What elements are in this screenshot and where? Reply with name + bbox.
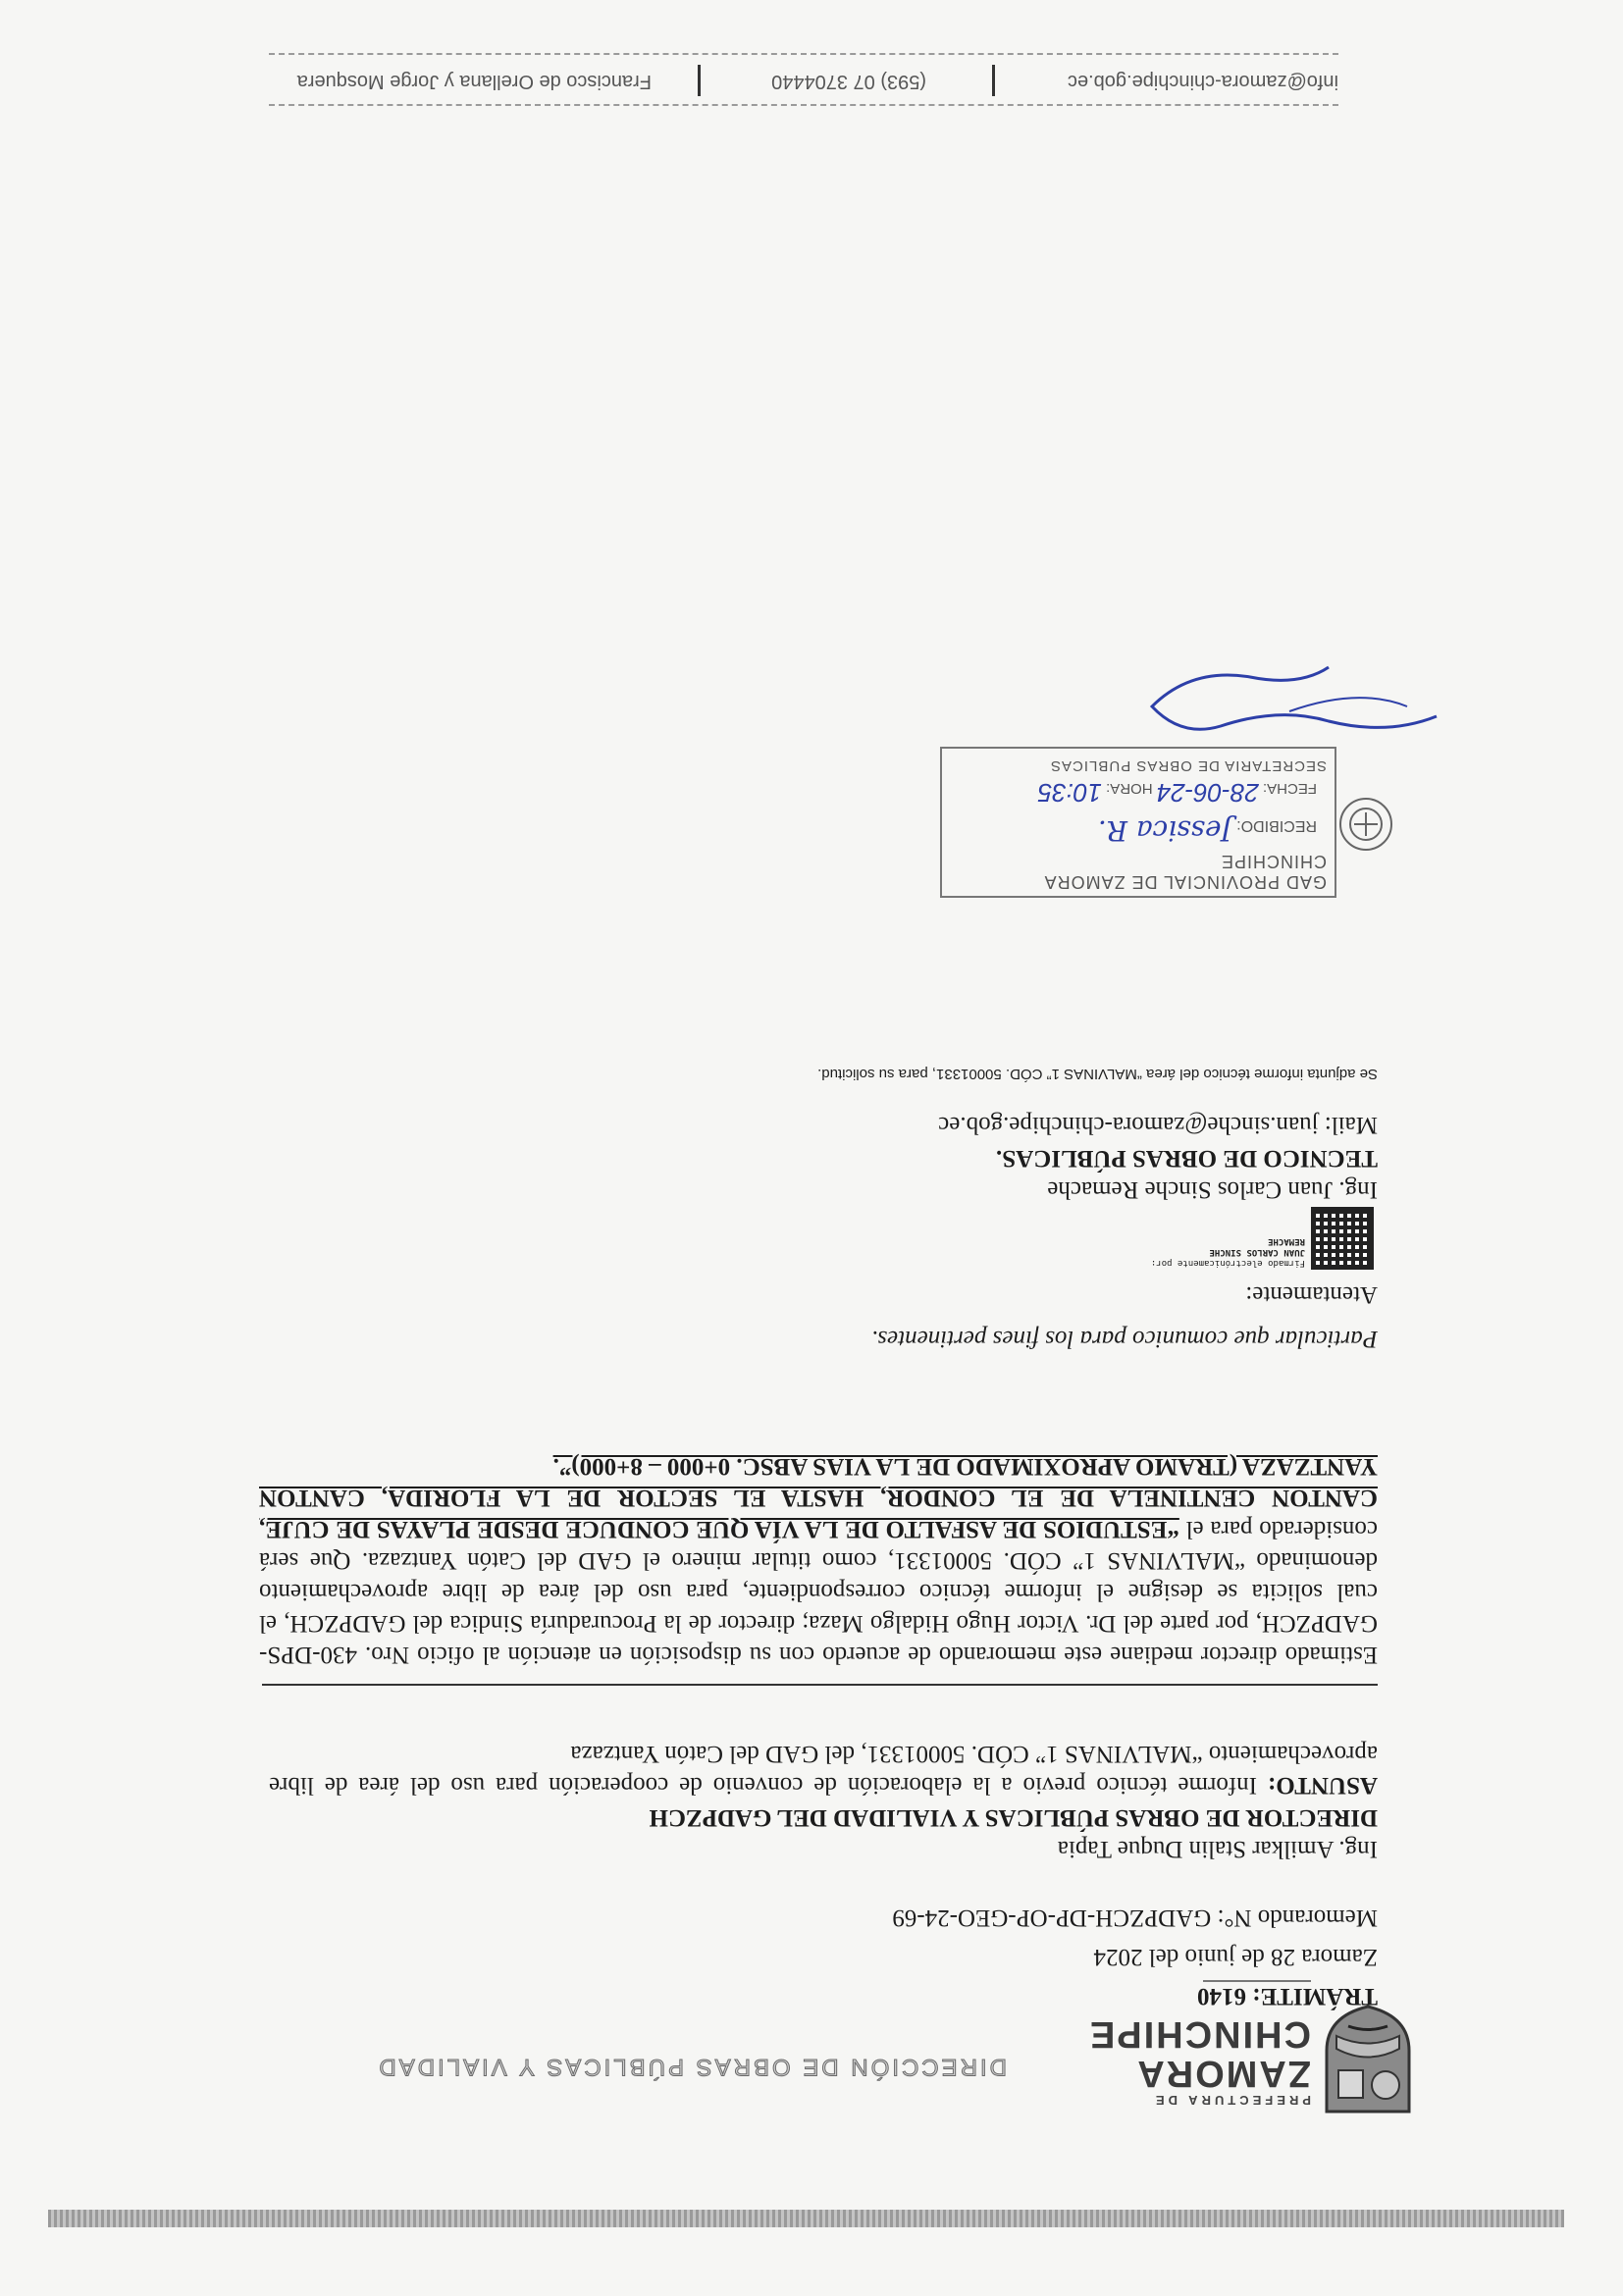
qr-caption-line-3: REMACHE bbox=[1268, 1236, 1305, 1246]
project-title: “ESTUDIOS DE ASFALTO DE LA VÍA QUE CONDUCE DESDE PLAYAS DE CUJE, CANTON CENTINELA DE EL CONDOR, HASTA EL SECTOR DE LA FLORIDA, CANTON YANTZAZA (TRAMO APROXIMADO DE LA VIAS ABSC. 0+000 – 8+000)”. bbox=[259, 1453, 1378, 1542]
brand-line-1: ZAMORA bbox=[1135, 2053, 1311, 2094]
footer-address: Francisco de Orellana y Jorge Mosquera bbox=[296, 71, 652, 92]
memo-subject bbox=[269, 1738, 1378, 1800]
stamp-received: RECIBIDO: Jessica R. bbox=[1098, 814, 1317, 847]
stamp-time-value: 10:35 bbox=[1037, 778, 1102, 808]
stamp-date-label: FECHA bbox=[1267, 780, 1317, 797]
footer-separator-2 bbox=[698, 65, 701, 96]
subject-label: ASUNTO: bbox=[1267, 1772, 1378, 1799]
qr-caption bbox=[1151, 1235, 1305, 1268]
tramite-number: TRÁMITE: 6140 bbox=[1196, 1983, 1378, 2009]
stamp-received-label: RECIBIDO bbox=[1240, 817, 1317, 834]
qr-caption-line-1: Firmado electrónicamente por: bbox=[1150, 1258, 1305, 1268]
recipient-title: DIRECTOR DE OBRAS PÚBLICAS Y VIALIDAD DEL GADPZCH bbox=[649, 1804, 1378, 1831]
stamp-seal-icon bbox=[1336, 780, 1395, 868]
stamp-office: SECRETARIA DE OBRAS PUBLICAS bbox=[1050, 757, 1327, 774]
signer-mail: Mail: juan.sinche@zamora-chinchipe.gob.ec bbox=[938, 1112, 1378, 1138]
recipient-name: Ing. Amilkar Stalin Duque Tapia bbox=[1057, 1836, 1378, 1862]
top-border-bar bbox=[48, 2210, 1564, 2227]
footer-email: info@zamora-chinchipe.gob.ec bbox=[1067, 71, 1338, 92]
signer-name: Ing. Juan Carlos Sinche Remache bbox=[1047, 1176, 1378, 1203]
stamp-date-value: 28-06-24 bbox=[1156, 778, 1259, 808]
department-title: DIRECCIÓN DE OBRAS PÚBLICAS Y VIALIDAD bbox=[376, 2054, 1007, 2080]
memo-date: Zamora 28 de junio del 2024 bbox=[1093, 1944, 1378, 1970]
signature-qr-code bbox=[1311, 1207, 1374, 1270]
subject-divider bbox=[262, 1684, 1378, 1686]
page-footer bbox=[269, 53, 1338, 106]
prefecture-crest-icon bbox=[1319, 2004, 1417, 2119]
body-intro: Estimado director mediane este memorando de acuerdo con su disposición en atención al oficio Nro. 430-DPS-GADPZCH, por parte del Dr. Victor Hugo Hidalgo Maza; director de la Procuraduría Sindica del GADPZCH, el cual solicita se designe el informe técnico correspondiente, para uso del área de libre aprovechamiento denominado “MALVINAS 1” CÓD. 50001331, como titular minero el GAD del Catón Yantzaza. Que será considerado para el bbox=[259, 1516, 1378, 1668]
subject-text: Informe técnico previo a la elaboración de convenio de cooperación para uso del área de libre aprovechamiento “MALVINAS 1” CÓD. 50001331, del GAD del Catón Yantzaza bbox=[269, 1741, 1378, 1799]
regards-line: Atentamente: bbox=[1245, 1281, 1378, 1308]
memo-number: Memorando N°: GADPZCH-DP-OP-GEO-24-69 bbox=[892, 1905, 1378, 1931]
qr-caption-line-2: JUAN CARLOS SINCHE bbox=[1209, 1247, 1305, 1257]
attachment-note: Se adjunta informe técnico del área “MALVINAS 1” CÓD. 50001331, para su solicitud. bbox=[817, 1066, 1378, 1082]
brand-wordmark bbox=[1088, 2014, 1311, 2108]
footer-phone: (593) 07 3704440 bbox=[771, 71, 926, 92]
footer-separator-1 bbox=[992, 65, 995, 96]
brand-prefix: PREFECTURA DE bbox=[1151, 2093, 1311, 2108]
stamp-received-signature: Jessica R. bbox=[1098, 814, 1232, 847]
memo-body bbox=[259, 1450, 1378, 1670]
received-stamp bbox=[934, 741, 1395, 898]
stamp-time-label: HORA bbox=[1110, 780, 1153, 797]
brand-line-2: CHINCHIPE bbox=[1087, 2013, 1311, 2055]
closing-line: Particular que comunico para los fines pertinentes. bbox=[871, 1326, 1378, 1352]
stamp-org: GAD PROVINCIAL DE ZAMORA CHINCHIPE bbox=[1044, 852, 1327, 892]
stamp-date: FECHA: 28-06-24 HORA: 10:35 bbox=[1037, 778, 1317, 808]
handwritten-signature bbox=[1132, 657, 1446, 746]
signer-title: TECNICO DE OBRAS PÚBLICAS. bbox=[996, 1145, 1378, 1172]
